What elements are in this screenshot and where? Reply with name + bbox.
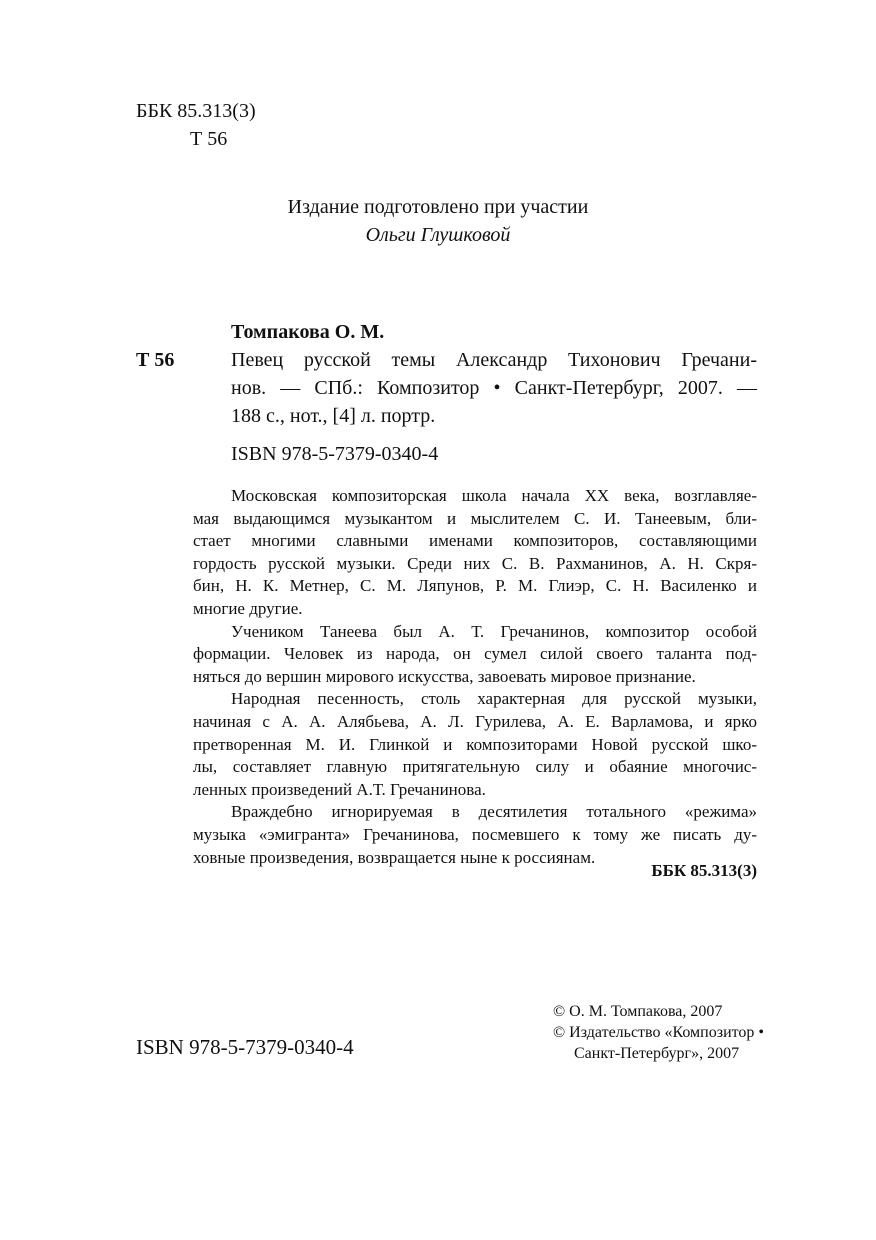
abstract-line: начиная с А. А. Алябьева, А. Л. Гурилева, А. Е. Варламова, и ярко xyxy=(193,711,757,731)
author-heading: Томпакова О. М. xyxy=(231,321,385,343)
abstract-line: няться до вершин мирового искусства, завоевать мировое признание. xyxy=(193,666,696,686)
abstract-line: Враждебно игнорируемая в десятилетия тотального «режима» xyxy=(231,802,757,822)
copyright-line: Санкт-Петербург», 2007 xyxy=(574,1045,740,1062)
prepared-by-note xyxy=(0,193,876,249)
abstract-line: бин, Н. К. Метнер, С. М. Ляпунов, Р. М. Глиэр, С. Н. Василенко и xyxy=(193,576,757,596)
record-line: 188 с., нот., [4] л. портр. xyxy=(231,405,436,427)
abstract-line: мая выдающимся музыкантом и мыслителем С. И. Танеевым, бли- xyxy=(193,508,757,528)
record-line: Певец русской темы Александр Тихонович Гречани- xyxy=(231,349,757,371)
abstract-line: ленных произведений А.Т. Гречанинова. xyxy=(193,779,486,799)
abstract-line: лы, составляет главную притягательную силу и обаяние многочис- xyxy=(193,757,757,777)
bbk-header xyxy=(136,97,256,153)
abstract xyxy=(193,485,757,869)
copyright-line: © Издательство «Композитор • xyxy=(553,1024,765,1041)
abstract-line: претворенная М. И. Глинкой и композиторами Новой русской шко- xyxy=(193,734,757,754)
bibliographic-record xyxy=(231,346,757,430)
abstract-line: ховные произведения, возвращается ныне к россиянам. xyxy=(193,847,596,867)
abstract-line: Московская композиторская школа начала XX века, возглавляе- xyxy=(231,486,757,505)
abstract-line: формации. Человек из народа, он сумел силой своего таланта под- xyxy=(193,644,757,664)
footer-isbn: ISBN 978-5-7379-0340-4 xyxy=(136,1035,354,1059)
record-isbn: ISBN 978-5-7379-0340-4 xyxy=(231,443,439,465)
abstract-bbk: ББК 85.313(3) xyxy=(651,861,757,880)
prepared-by-text: Издание подготовлено при участии xyxy=(287,196,589,218)
abstract-line: гордость русской музыки. Среди них С. В. Рахманинов, А. Н. Скря- xyxy=(193,553,757,573)
cutter-mark: Т 56 xyxy=(136,349,175,371)
abstract-line: музыка «эмигранта» Гречанинова, посмевшего к тому же писать ду- xyxy=(193,824,757,844)
copyright-line: © О. М. Томпакова, 2007 xyxy=(553,1003,723,1020)
copyright-block xyxy=(553,1001,813,1064)
abstract-line: многие другие. xyxy=(193,598,303,618)
bbk-code: ББК 85.313(3) xyxy=(136,100,256,122)
abstract-line: Учеником Танеева был А. Т. Гречанинов, композитор особой xyxy=(231,621,757,641)
abstract-line: Народная песенность, столь характерная для русской музыки, xyxy=(231,689,757,709)
record-line: нов. — СПб.: Композитор • Санкт-Петербург, 2007. — xyxy=(231,377,757,399)
prepared-by-person: Ольги Глушковой xyxy=(365,224,511,246)
abstract-line: стает многими славными именами композиторов, составляющими xyxy=(193,531,757,551)
cutter-code: Т 56 xyxy=(190,128,228,150)
